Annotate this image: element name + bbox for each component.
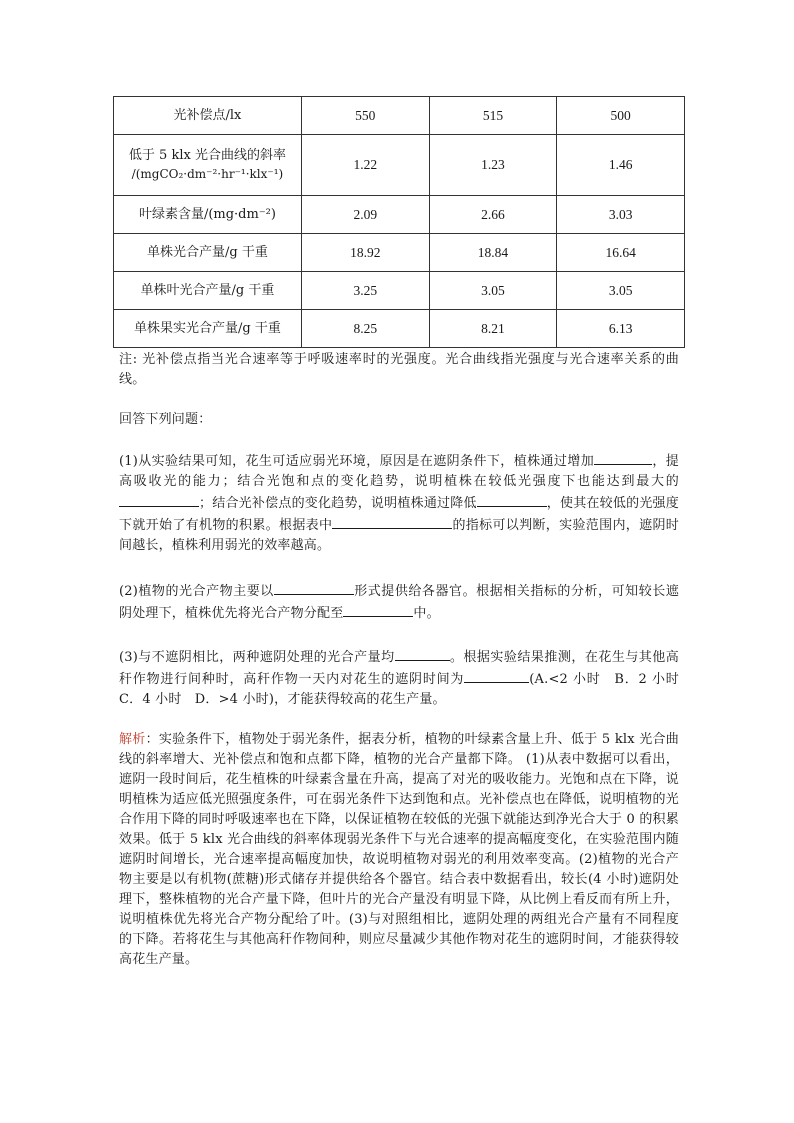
answer-blank xyxy=(477,492,547,507)
cell-value: 1.46 xyxy=(557,135,685,196)
cell-value: 18.92 xyxy=(301,234,429,272)
answer-blank xyxy=(332,514,452,529)
cell-value: 16.64 xyxy=(557,234,685,272)
cell-value: 3.25 xyxy=(301,272,429,310)
cell-value: 6.13 xyxy=(557,310,685,348)
answer-blank xyxy=(464,668,529,683)
cell-value: 550 xyxy=(301,97,429,135)
cell-value: 3.05 xyxy=(557,272,685,310)
analysis-label: 解析 xyxy=(119,732,146,747)
table-row xyxy=(114,135,685,196)
table-row xyxy=(114,196,685,234)
row-label: 叶绿素含量/(mg·dm⁻²) xyxy=(114,196,302,234)
question-3-text-a: (3)与不遮阴相比，两种遮阴处理的光合产量均 xyxy=(119,650,395,665)
cell-value: 3.05 xyxy=(429,272,557,310)
answer-blank xyxy=(594,450,652,465)
question-2-text-a: (2)植物的光合产物主要以 xyxy=(119,584,274,599)
question-3-text-b: 。根据实验结果推测，在花生与其他高秆作物进行间种时，高秆作物一天内对花生的遮阴时间为 xyxy=(119,650,679,687)
answer-blank xyxy=(343,602,413,617)
question-2-text-c: 中。 xyxy=(413,606,440,621)
cell-value: 2.66 xyxy=(429,196,557,234)
row-label: 单株叶光合产量/g 干重 xyxy=(114,272,302,310)
row-label-line1: 低于 5 klx 光合曲线的斜率 xyxy=(128,148,286,163)
question-3-text-c: (A.<2 小时 B．2 小时 C．4 小时 D．>4 小时)，才能获得较高的花生产量。 xyxy=(119,672,693,707)
table-row xyxy=(114,272,685,310)
row-label xyxy=(114,135,302,196)
answer-blank xyxy=(395,646,450,661)
cell-value: 1.23 xyxy=(429,135,557,196)
cell-value: 515 xyxy=(429,97,557,135)
cell-value: 1.22 xyxy=(301,135,429,196)
row-label: 光补偿点/lx xyxy=(114,97,302,135)
table-row xyxy=(114,310,685,348)
table-row xyxy=(114,97,685,135)
question-1-text-a: (1)从实验结果可知，花生可适应弱光环境，原因是在遮阴条件下，植株通过增加 xyxy=(119,454,595,469)
question-2-text-b: 形式提供给各器官。根据相关指标的分析，可知较长遮阴处理下，植株优先将光合产物分配至 xyxy=(119,584,679,621)
question-1-text-d: ，使其在较低的光强度下就开始了有机物的积累。根据表中 xyxy=(119,496,679,533)
cell-value: 500 xyxy=(557,97,685,135)
question-3 xyxy=(119,646,693,710)
answer-blank xyxy=(274,580,354,595)
row-label-line2: /(mgCO₂·dm⁻²·hr⁻¹·klx⁻¹) xyxy=(131,167,284,181)
cell-value: 8.25 xyxy=(301,310,429,348)
table-note: 注: 光补偿点指当光合速率等于呼吸速率时的光强度。光合曲线指光强度与光合速率关系的曲线。 xyxy=(119,352,679,387)
cell-value: 8.21 xyxy=(429,310,557,348)
row-label: 单株果实光合产量/g 干重 xyxy=(114,310,302,348)
data-table xyxy=(113,96,685,348)
cell-value: 3.03 xyxy=(557,196,685,234)
row-label: 单株光合产量/g 干重 xyxy=(114,234,302,272)
answer-blank xyxy=(119,492,199,507)
questions-prompt: 回答下列问题： xyxy=(119,412,212,427)
question-1-text-b: ，提高吸收光的能力；结合光饱和点的变化趋势，说明植株在较低光强度下也能达到最大的 xyxy=(119,454,679,489)
cell-value: 2.09 xyxy=(301,196,429,234)
cell-value: 18.84 xyxy=(429,234,557,272)
question-1-text-e: 的指标可以判断，实验范围内，遮阴时间越长，植株利用弱光的效率越高。 xyxy=(119,518,680,553)
analysis xyxy=(119,730,679,970)
analysis-text: ：实验条件下，植物处于弱光条件，据表分析，植物的叶绿素含量上升、低于 5 klx 光合曲线的斜率增大、光补偿点和饱和点都下降，植物的光合产量都下降。 (1)从表中数据可以看出，遮阴一段时间后，花生植株的叶绿素含量在升高，提高了对光的吸收能力。光饱和点在下降，说明植株为适应低光照强度条件，可在弱光条件下达到饱和点。光补偿点也在降低，说明植物的光合作用下降的同时呼吸速率也在下降，以保证植物在较低的光强下就能达到净光合大于 0 的积累效果。低于 5 klx 光合曲线的斜率体现弱光条件下与光合速率的提高幅度变化，在实验范围内随遮阴时间增长，光合速率提高幅度加快，故说明植物对弱光的利用效率变高。(2)植物的光合产物主要是以有机物(蔗糖)形式储存并提供给各个器官。结合表中数据看出，较长(4 小时)遮阴处理下，整株植物的光合产量下降，但叶片的光合产量没有明显下降，从比例上看反而有所上升，说明植株优先将光合产物分配给了叶。(3)与对照组相比，遮阴处理的两组光合产量有不同程度的下降。若将花生与其他高秆作物间种，则应尽量减少其他作物对花生的遮阴时间，才能获得较高花生产量。 xyxy=(119,732,679,967)
question-2 xyxy=(119,580,679,624)
table-row xyxy=(114,234,685,272)
question-1-text-c: ；结合光补偿点的变化趋势，说明植株通过降低 xyxy=(199,496,477,511)
question-1 xyxy=(119,450,679,556)
